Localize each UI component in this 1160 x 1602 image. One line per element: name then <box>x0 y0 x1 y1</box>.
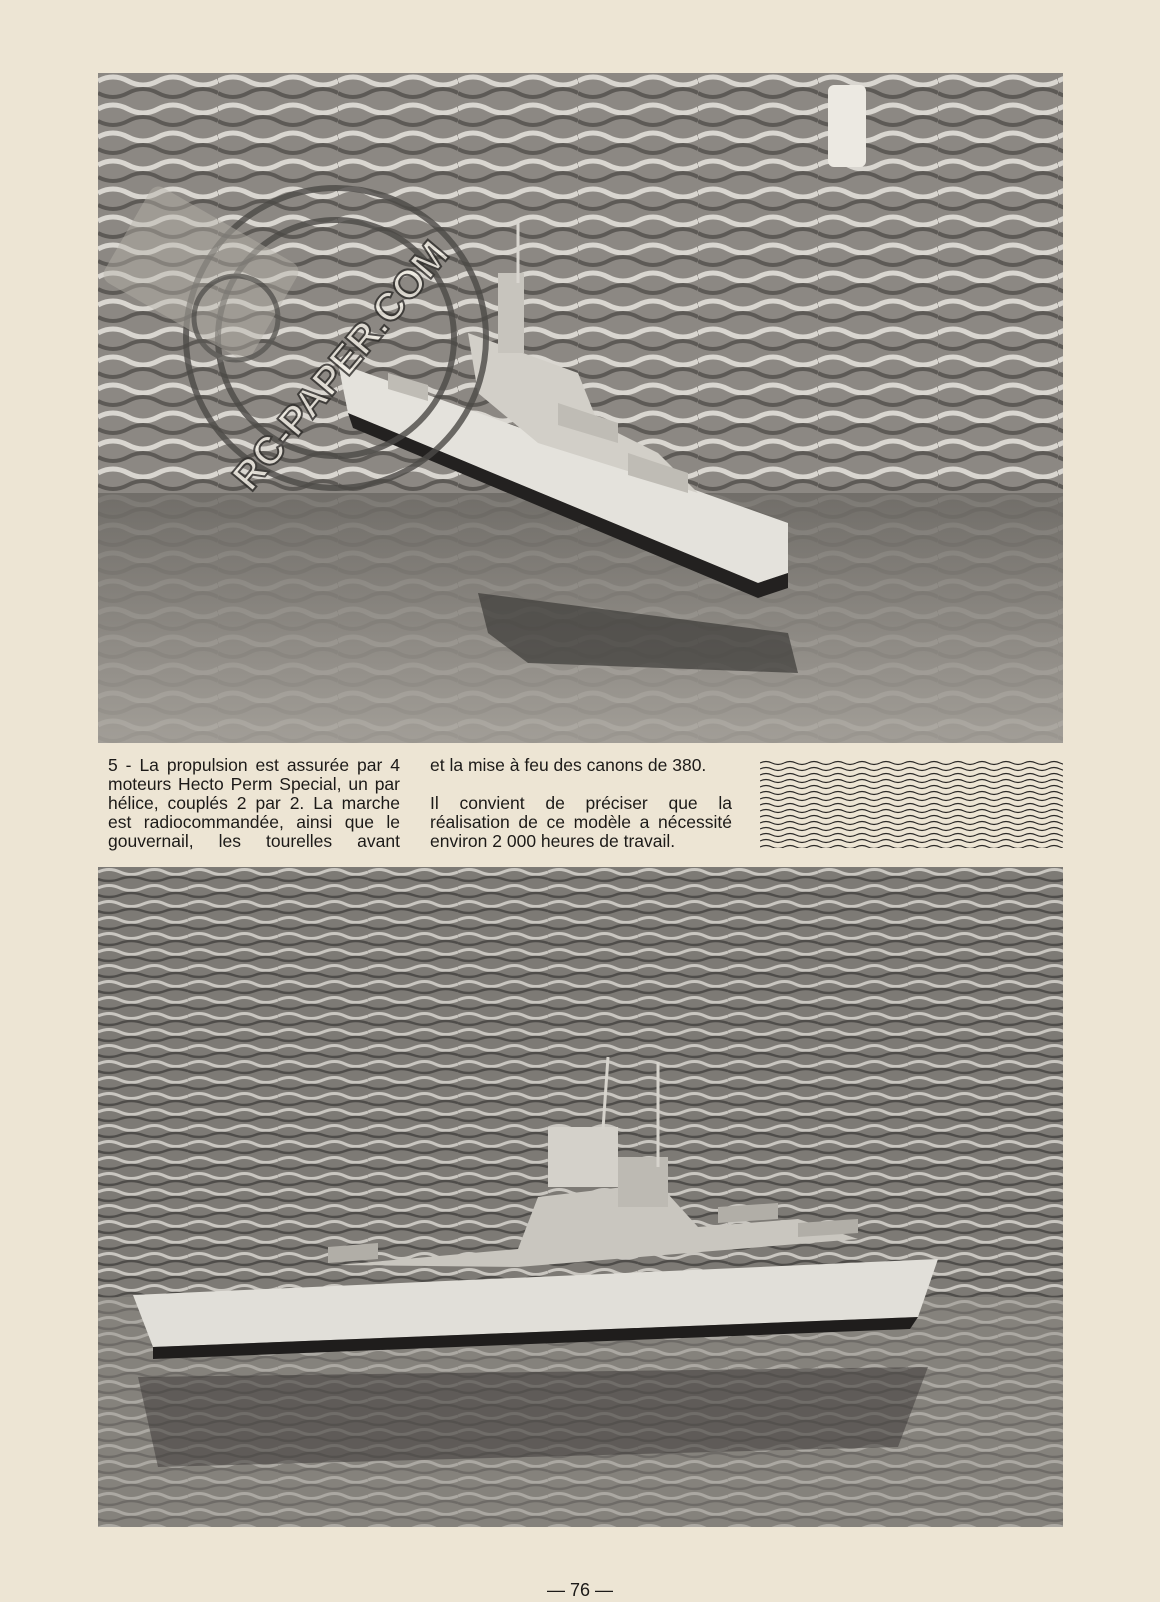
page-number: — 76 — <box>546 1580 614 1600</box>
rc-paper-watermark <box>86 88 506 508</box>
watermark-text: RC-PAPER.COM <box>224 232 458 499</box>
caption-right-line: et la mise à feu des canons de 380. <box>430 755 707 775</box>
caption-right-column <box>430 756 732 851</box>
photo-ship-model-bottom <box>98 867 1063 1527</box>
caption-right-paragraph: Il convient de préciser que la réalisation de ce modèle a nécessité environ 2 000 heures de travail. <box>430 793 732 851</box>
caption-left-column: 5 - La propulsion est assurée par 4 moteurs Hecto Perm Special, un par hélice, couplés 2 par 2. La marche est radiocommandée, ainsi que le gouvernail, les tourelles avant <box>108 755 400 851</box>
ship-photo-bottom-image <box>98 867 1063 1527</box>
wave-pattern-decoration <box>760 760 1063 848</box>
